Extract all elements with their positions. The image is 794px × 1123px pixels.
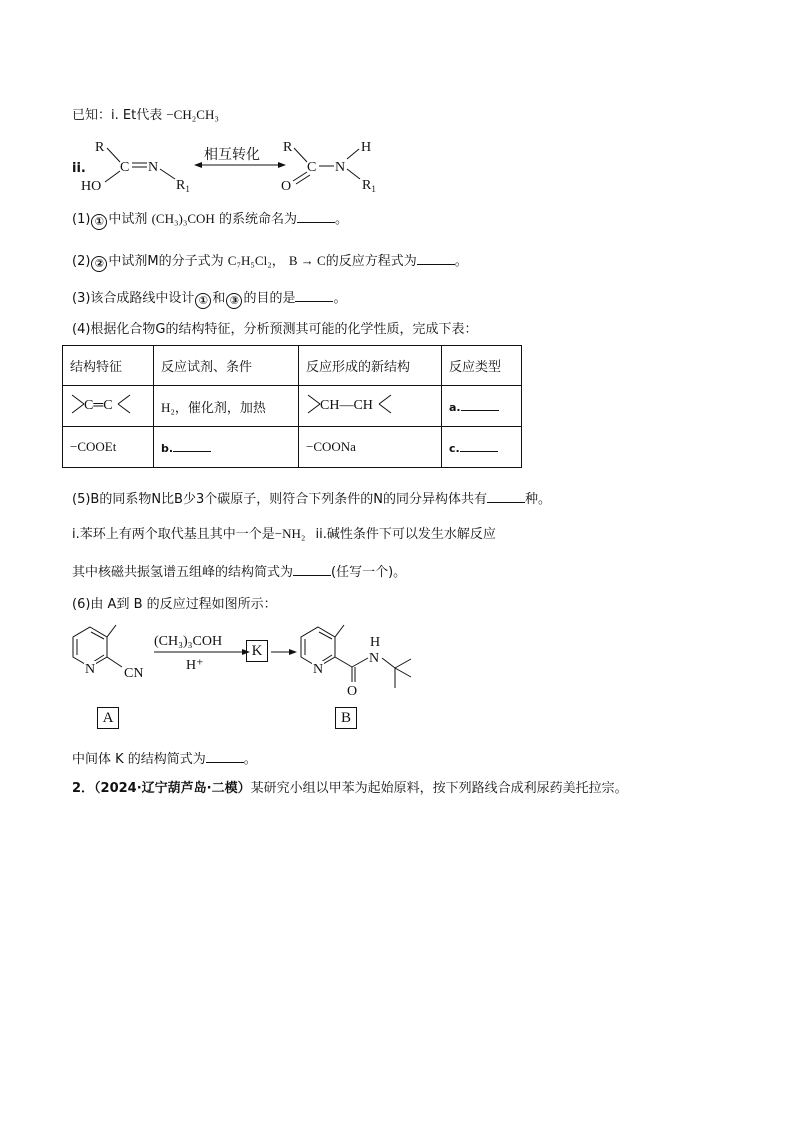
compound-b-label: B — [335, 707, 357, 729]
question-4: (4)根据化合物G的结构特征，分析预测其可能的化学性质，完成下表： — [72, 322, 478, 337]
q1-text-2: 的系统命名为 — [218, 212, 297, 227]
q1-reagent: (CH₃)₃COH — [151, 211, 215, 226]
known-prefix: 已知：i. Et代表 — [72, 108, 163, 123]
q3-text-2: 的目的是 — [243, 291, 296, 306]
amide-o-label: O — [281, 179, 292, 194]
imidic-r-label: R — [95, 140, 105, 155]
answer-c-blank[interactable] — [460, 439, 498, 452]
answer-a-label: a. — [449, 400, 461, 414]
q2-text-2: 的反应方程式为 — [325, 254, 417, 269]
step-2-marker: ② — [91, 256, 107, 272]
q2-end: 。 — [454, 254, 468, 269]
q5-conditions — [72, 525, 496, 544]
step-3-marker: ③ — [226, 293, 242, 309]
q5-nmr-blank[interactable] — [293, 563, 331, 576]
compound-a-structure — [73, 625, 143, 681]
problem-text: 某研究小组以甲苯为起始原料，按下列路线合成利尿药美托拉宗。 — [250, 781, 628, 796]
tautomer-scheme — [80, 135, 400, 197]
q2-number: (2) — [72, 254, 91, 269]
amide-n-label: N — [335, 160, 346, 175]
known-line — [72, 106, 219, 125]
reaction-scheme-a-to-b — [70, 622, 430, 707]
new-structure-alkane-cell — [299, 386, 442, 427]
q5-nmr-end: (任写一个)。 — [331, 565, 407, 580]
feature-alkene-cell — [63, 386, 154, 427]
amide-c-label: C — [307, 160, 317, 175]
header-feature: 结构特征 — [63, 346, 154, 386]
q2-text: 中试剂M的分子式为 — [108, 254, 224, 269]
header-new-structure: 反应形成的新结构 — [299, 346, 442, 386]
product-pyridine-n-label: N — [313, 662, 324, 677]
q2-answer-blank[interactable] — [417, 252, 455, 265]
q5-condition-ii: ii.碱性条件下可以发生水解反应 — [315, 527, 496, 542]
q6-intermediate — [72, 750, 257, 769]
header-reagent: 反应试剂、条件 — [154, 346, 299, 386]
step-1-marker: ① — [195, 293, 211, 309]
imidic-n-label: N — [148, 160, 159, 175]
reagent-alcohol: (CH₃)₃COH — [154, 634, 223, 649]
nitrile-label: CN — [124, 666, 144, 681]
new-structure-carboxylate: −COONa — [299, 427, 442, 468]
q2-comma: ， — [271, 254, 285, 269]
q1-end: 。 — [334, 212, 348, 227]
q3-and: 和 — [212, 291, 226, 306]
intermediate-k-box: K — [246, 640, 268, 662]
header-reaction-type: 反应类型 — [442, 346, 522, 386]
reagent-b-cell — [154, 427, 299, 468]
question-2 — [72, 252, 468, 272]
alkene-text: C═C — [84, 398, 113, 413]
q5-nmr — [72, 563, 406, 582]
pyridine-n-label: N — [85, 662, 96, 677]
problem-number: 2． — [72, 781, 95, 796]
alkane-structure — [306, 391, 394, 417]
q5-answer-blank[interactable] — [487, 490, 525, 503]
answer-b-label: b. — [161, 441, 174, 455]
q6-intermediate-text: 中间体 K 的结构简式为 — [72, 752, 206, 767]
property-table — [62, 345, 522, 468]
step-1-marker: ① — [91, 214, 107, 230]
table-header-row — [63, 346, 522, 386]
imidic-ho-label: HO — [81, 179, 102, 194]
q6-end: 。 — [243, 752, 257, 767]
q1-answer-blank[interactable] — [297, 210, 335, 223]
amide-r-label: R — [283, 140, 293, 155]
table-row — [63, 386, 522, 427]
q5-end: 种。 — [524, 492, 551, 507]
arrow-label: 相互转化 — [204, 147, 260, 163]
next-problem — [72, 780, 628, 798]
reaction-type-a-cell — [442, 386, 522, 427]
q6-answer-blank[interactable] — [206, 750, 244, 763]
alkane-text: CH—CH — [320, 398, 373, 413]
q5-nmr-text: 其中核磁共振氢谱五组峰的结构简式为 — [72, 565, 294, 580]
alkene-structure — [70, 391, 132, 417]
reagent-acid: H⁺ — [186, 658, 204, 673]
reagent-hydrogenation: H₂，催化剂，加热 — [154, 386, 299, 427]
ethyl-formula: −CH₂CH₃ — [166, 107, 219, 122]
q5-nh2: −NH₂ — [274, 526, 306, 541]
imidic-r1-label: $R_1$ — [176, 178, 190, 194]
imidic-c-label: C — [120, 160, 130, 175]
q3-end: 。 — [333, 291, 347, 306]
q1-number: (1) — [72, 212, 91, 227]
answer-a-blank[interactable] — [461, 398, 499, 411]
table-row — [63, 427, 522, 468]
amide-n-label: N — [369, 651, 380, 666]
q5-text: (5)B的同系物N比B少3个碳原子，则符合下列条件的N的同分异构体共有 — [72, 492, 487, 507]
q3-answer-blank[interactable] — [295, 289, 333, 302]
question-5 — [72, 490, 551, 509]
q2-reaction: B → C — [288, 253, 326, 268]
q3-text: (3)该合成路线中设计 — [72, 291, 195, 306]
reaction-type-c-cell — [442, 427, 522, 468]
q2-formula: C₇H₅Cl₂ — [227, 253, 272, 268]
carbonyl-o-label: O — [347, 684, 358, 699]
feature-ester: −COOEt — [63, 427, 154, 468]
amide-h-label: H — [370, 635, 381, 650]
question-6: (6)由 A到 B 的反应过程如图所示： — [72, 597, 277, 612]
compound-b-structure — [301, 625, 411, 699]
question-1 — [72, 210, 348, 230]
known-ii-label: ii. — [72, 161, 86, 176]
problem-source: （2024·辽宁葫芦岛·二模） — [94, 781, 251, 796]
answer-b-blank[interactable] — [173, 439, 211, 452]
q5-condition-i: i.苯环上有两个取代基且其中一个是 — [72, 527, 275, 542]
amide-r1-label: $R_1$ — [362, 178, 376, 194]
answer-c-label: c. — [449, 441, 460, 455]
amide-h-label: H — [361, 140, 372, 155]
question-3 — [72, 289, 346, 309]
q1-text: 中试剂 — [108, 212, 148, 227]
compound-a-label: A — [97, 707, 119, 729]
